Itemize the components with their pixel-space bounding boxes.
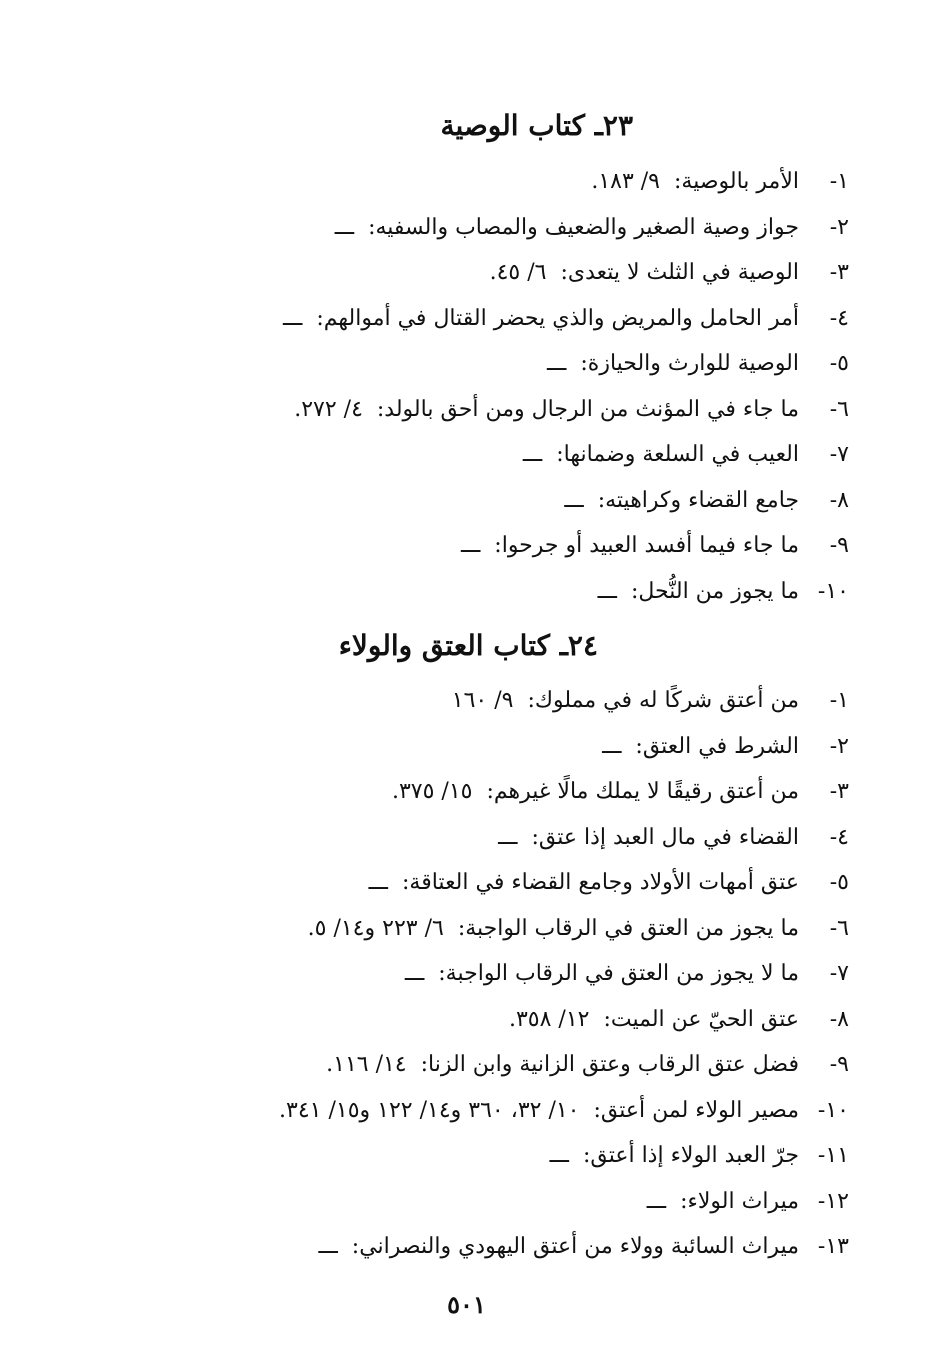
list-item	[498, 815, 849, 859]
entry-text: الأمر بالوصية:	[674, 168, 799, 194]
list-item	[283, 296, 849, 340]
list-item	[392, 769, 849, 813]
entry-number: ١-	[829, 687, 849, 713]
entry-text: القضاء في مال العبد إذا عتق:	[531, 824, 799, 850]
entry-text: الوصية في الثلث لا يتعدى:	[560, 259, 799, 285]
list-item	[318, 1224, 849, 1268]
entry-text: جامع القضاء وكراهيته:	[597, 487, 799, 513]
entry-number: ٨-	[829, 1006, 849, 1032]
entry-reference: ٦/ ٢٢٣ و١٤/ ٥.	[307, 915, 444, 941]
entry-number: ٤-	[829, 305, 849, 331]
list-item	[326, 1042, 849, 1086]
list-item	[598, 569, 849, 613]
entry-reference: ـــ	[547, 350, 567, 376]
entry-number: ٥-	[829, 869, 849, 895]
list-item	[405, 951, 849, 995]
list-item	[647, 1179, 849, 1223]
entry-reference: ٩/ ١٦٠	[451, 687, 514, 713]
entry-reference: ـــ	[646, 1188, 667, 1214]
section-title-itq-wala: ٢٤ـ كتاب العتق والولاء	[338, 629, 598, 662]
entry-reference: ـــ	[498, 824, 518, 850]
list-item	[523, 432, 849, 476]
list-item	[308, 906, 849, 950]
entry-reference: ١٥/ ٣٧٥.	[391, 778, 473, 804]
entry-number: ١-	[829, 168, 849, 194]
entry-text: ما جاء فيما أفسد العبيد أو جرحوا:	[494, 532, 799, 558]
entry-text: من أعتق شركًا له في مملوك:	[527, 687, 799, 713]
entry-reference: ١٤/ ١١٦.	[326, 1051, 407, 1077]
entry-number: ٢-	[829, 733, 849, 759]
list-item	[452, 678, 849, 722]
list-item	[461, 523, 849, 567]
entry-text: عتق أمهات الأولاد وجامع القضاء في العتاقة:	[402, 869, 799, 895]
entry-number: ٥-	[829, 350, 849, 376]
entry-number: ١٢-	[817, 1188, 849, 1214]
list-item	[602, 724, 849, 768]
entry-number: ٦-	[829, 396, 849, 422]
list-item	[550, 1133, 849, 1177]
entry-number: ٧-	[829, 960, 849, 986]
entry-number: ١٣-	[817, 1233, 849, 1259]
entry-text: من أعتق رقيقًا لا يملك مالًا غيرهم:	[486, 778, 799, 804]
entry-number: ٣-	[829, 259, 849, 285]
entry-reference: ٦/ ٤٥.	[489, 259, 547, 285]
list-item	[547, 341, 849, 385]
entry-text: جرّ العبد الولاء إذا أعتق:	[582, 1142, 799, 1168]
entry-text: أمر الحامل والمريض والذي يحضر القتال في أموالهم:	[316, 305, 799, 331]
entry-text: ما لا يجوز من العتق في الرقاب الواجبة:	[438, 960, 799, 986]
page-number: ٥٠١	[447, 1290, 486, 1319]
entry-reference: ١٠/ ٣٢، ٣٦٠ و١٤/ ١٢٢ و١٥/ ٣٤١.	[279, 1097, 580, 1123]
list-item	[490, 250, 849, 294]
entry-reference: ٤/ ٢٧٢.	[294, 396, 363, 422]
entry-text: الشرط في العتق:	[635, 733, 799, 759]
entry-number: ١٠-	[817, 1097, 849, 1123]
list-item	[591, 159, 849, 203]
entry-text: فضل عتق الرقاب وعتق الزانية وابن الزنا:	[420, 1051, 799, 1077]
entry-text: الوصية للوارث والحيازة:	[580, 350, 799, 376]
entry-number: ٧-	[829, 441, 849, 467]
entry-reference: ـــ	[549, 1142, 569, 1168]
section-title-wasiyya: ٢٣ـ كتاب الوصية	[440, 109, 633, 142]
entry-number: ٣-	[829, 778, 849, 804]
entry-text: عتق الحيّ عن الميت:	[603, 1006, 799, 1032]
entry-text: ميراث الولاء:	[680, 1188, 799, 1214]
entry-text: العيب في السلعة وضمانها:	[556, 441, 799, 467]
entry-reference: ـــ	[282, 305, 303, 331]
entry-reference: ـــ	[564, 487, 584, 513]
list-item	[564, 478, 849, 522]
entry-reference: ٩/ ١٨٣.	[591, 168, 660, 194]
entry-number: ٩-	[829, 1051, 849, 1077]
entry-text: جواز وصية الصغير والضعيف والمصاب والسفيه:	[368, 214, 799, 240]
list-item	[294, 387, 849, 431]
list-item	[369, 860, 849, 904]
entry-number: ٨-	[829, 487, 849, 513]
entry-number: ٤-	[829, 824, 849, 850]
entry-text: مصير الولاء لمن أعتق:	[593, 1097, 799, 1123]
list-item	[509, 997, 849, 1041]
list-item	[335, 205, 849, 249]
entry-reference: ـــ	[522, 441, 543, 467]
entry-reference: ـــ	[318, 1233, 338, 1259]
list-item	[279, 1088, 849, 1132]
entry-reference: ـــ	[602, 733, 622, 759]
entry-reference: ١٢/ ٣٥٨.	[508, 1006, 590, 1032]
entry-reference: ـــ	[597, 578, 617, 604]
entry-text: ما يجوز من العتق في الرقاب الواجبة:	[457, 915, 799, 941]
entry-reference: ـــ	[460, 532, 481, 558]
entry-number: ١١-	[817, 1142, 849, 1168]
entry-number: ٢-	[829, 214, 849, 240]
entry-text: ميراث السائبة وولاء من أعتق اليهودي والنصراني:	[351, 1233, 799, 1259]
entry-number: ١٠-	[817, 578, 849, 604]
entry-text: ما يجوز من النُّحل:	[630, 578, 799, 604]
entry-reference: ـــ	[368, 869, 388, 895]
entry-number: ٩-	[829, 532, 849, 558]
entry-reference: ـــ	[404, 960, 425, 986]
entry-text: ما جاء في المؤنث من الرجال ومن أحق بالولد:	[376, 396, 799, 422]
entry-reference: ـــ	[334, 214, 355, 240]
entry-number: ٦-	[829, 915, 849, 941]
